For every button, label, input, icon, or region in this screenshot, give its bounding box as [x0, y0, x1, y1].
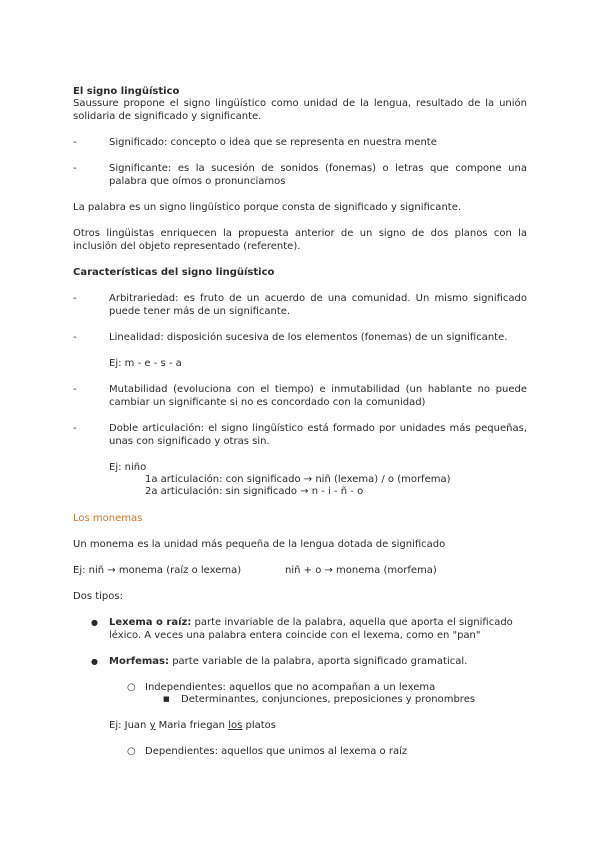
independientes-text: Independientes: aquellos que no acompañan a un lexema — [145, 682, 436, 693]
example-juan — [109, 719, 527, 732]
morfemas-term: Morfemas: — [109, 656, 170, 667]
list-item-dependientes — [127, 745, 527, 758]
intro-paragraph: Saussure propone el signo lingüístico como unidad de la lengua, resultado de la unión solidaria de significado y significante. — [73, 98, 527, 122]
lexema-description: parte invariable de la palabra, aquella que aporta el significado léxico. A veces una palabra entera coincide con el lexema, como en "pan" — [109, 617, 513, 641]
list-item-doble-articulacion — [73, 422, 527, 448]
list-item-mutabilidad — [73, 383, 527, 409]
list-item-morfemas — [91, 655, 527, 668]
example-juan-part1: Ej: Juan — [109, 720, 150, 731]
first-articulation: 1a articulación: con significado → niñ (lexema) / o (morfema) — [145, 474, 451, 485]
dependientes-text: Dependientes: aquellos que unimos al lexema o raíz — [145, 746, 408, 757]
dash-marker: - — [73, 384, 77, 395]
square-marker: ■ — [163, 695, 170, 703]
dash-marker: - — [73, 332, 77, 343]
paragraph-palabra: La palabra es un signo lingüístico porque consta de significado y significante. — [73, 202, 462, 213]
example-monema-left: Ej: niñ → monema (raíz o lexema) — [73, 565, 242, 576]
bullet-marker: ● — [91, 618, 98, 627]
example-monema-right: niñ + o → monema (morfema) — [285, 565, 437, 576]
circle-marker: ○ — [127, 746, 136, 757]
bullet-marker: ● — [91, 657, 98, 666]
example-juan-part2: Maria friegan — [155, 720, 229, 731]
lexema-text — [109, 616, 527, 642]
list-item-independientes-sub — [163, 693, 527, 706]
example-linealidad: Ej: m - e - s - a — [109, 358, 182, 369]
list-item-arbitrariedad — [73, 292, 527, 318]
example-juan-y: y — [149, 720, 156, 731]
dash-marker: - — [73, 137, 77, 148]
morfemas-text — [109, 655, 527, 668]
morfemas-description: parte variable de la palabra, aporta significado gramatical. — [169, 656, 468, 667]
significante-text: Significante: es la sucesión de sonidos (fonemas) o letras que compone una palabra que oímos o pronunciamos — [109, 163, 527, 187]
significado-text: Significado: concepto o idea que se representa en nuestra mente — [109, 137, 437, 148]
list-item-significante — [73, 162, 527, 188]
dash-marker: - — [73, 163, 77, 174]
section-title-caracteristicas: Características del signo lingüístico — [73, 267, 275, 278]
list-item-significado — [73, 136, 527, 149]
section-title-signo: El signo lingüístico — [73, 86, 180, 97]
list-item-linealidad — [73, 331, 527, 344]
independientes-sub-text: Determinantes, conjunciones, preposiciones y pronombres — [181, 694, 476, 705]
dash-marker: - — [73, 293, 77, 304]
circle-marker: ○ — [127, 682, 136, 693]
lexema-term: Lexema o raíz: — [109, 617, 192, 628]
list-item-lexema — [91, 616, 527, 642]
second-articulation: 2a articulación: sin significado → n - i - ñ - o — [145, 486, 364, 497]
arbitrariedad-text: Arbitrariedad: es fruto de un acuerdo de una comunidad. Un mismo significado puede tener más de un significante. — [109, 293, 527, 317]
paragraph-otros-linguistas: Otros lingüistas enriquecen la propuesta anterior de un signo de dos planos con la inclusión del objeto representado (referente). — [73, 228, 527, 252]
dash-marker: - — [73, 423, 77, 434]
example-nino: Ej: niño — [109, 462, 147, 473]
linealidad-text: Linealidad: disposición sucesiva de los elementos (fonemas) de un significante. — [109, 332, 508, 343]
example-juan-los: los — [228, 720, 243, 731]
mutabilidad-text: Mutabilidad (evoluciona con el tiempo) e inmutabilidad (un hablante no puede cambiar un significante si no es concordado con la comunidad) — [109, 384, 527, 408]
example-juan-part3: platos — [242, 720, 276, 731]
section-title-monemas: Los monemas — [73, 513, 143, 524]
dos-tipos-label: Dos tipos: — [73, 591, 123, 602]
monema-definition: Un monema es la unidad más pequeña de la lengua dotada de significado — [73, 539, 446, 550]
doble-articulacion-text: Doble articulación: el signo lingüístico está formado por unidades más pequeñas, unas con significado y otras sin. — [109, 423, 527, 447]
